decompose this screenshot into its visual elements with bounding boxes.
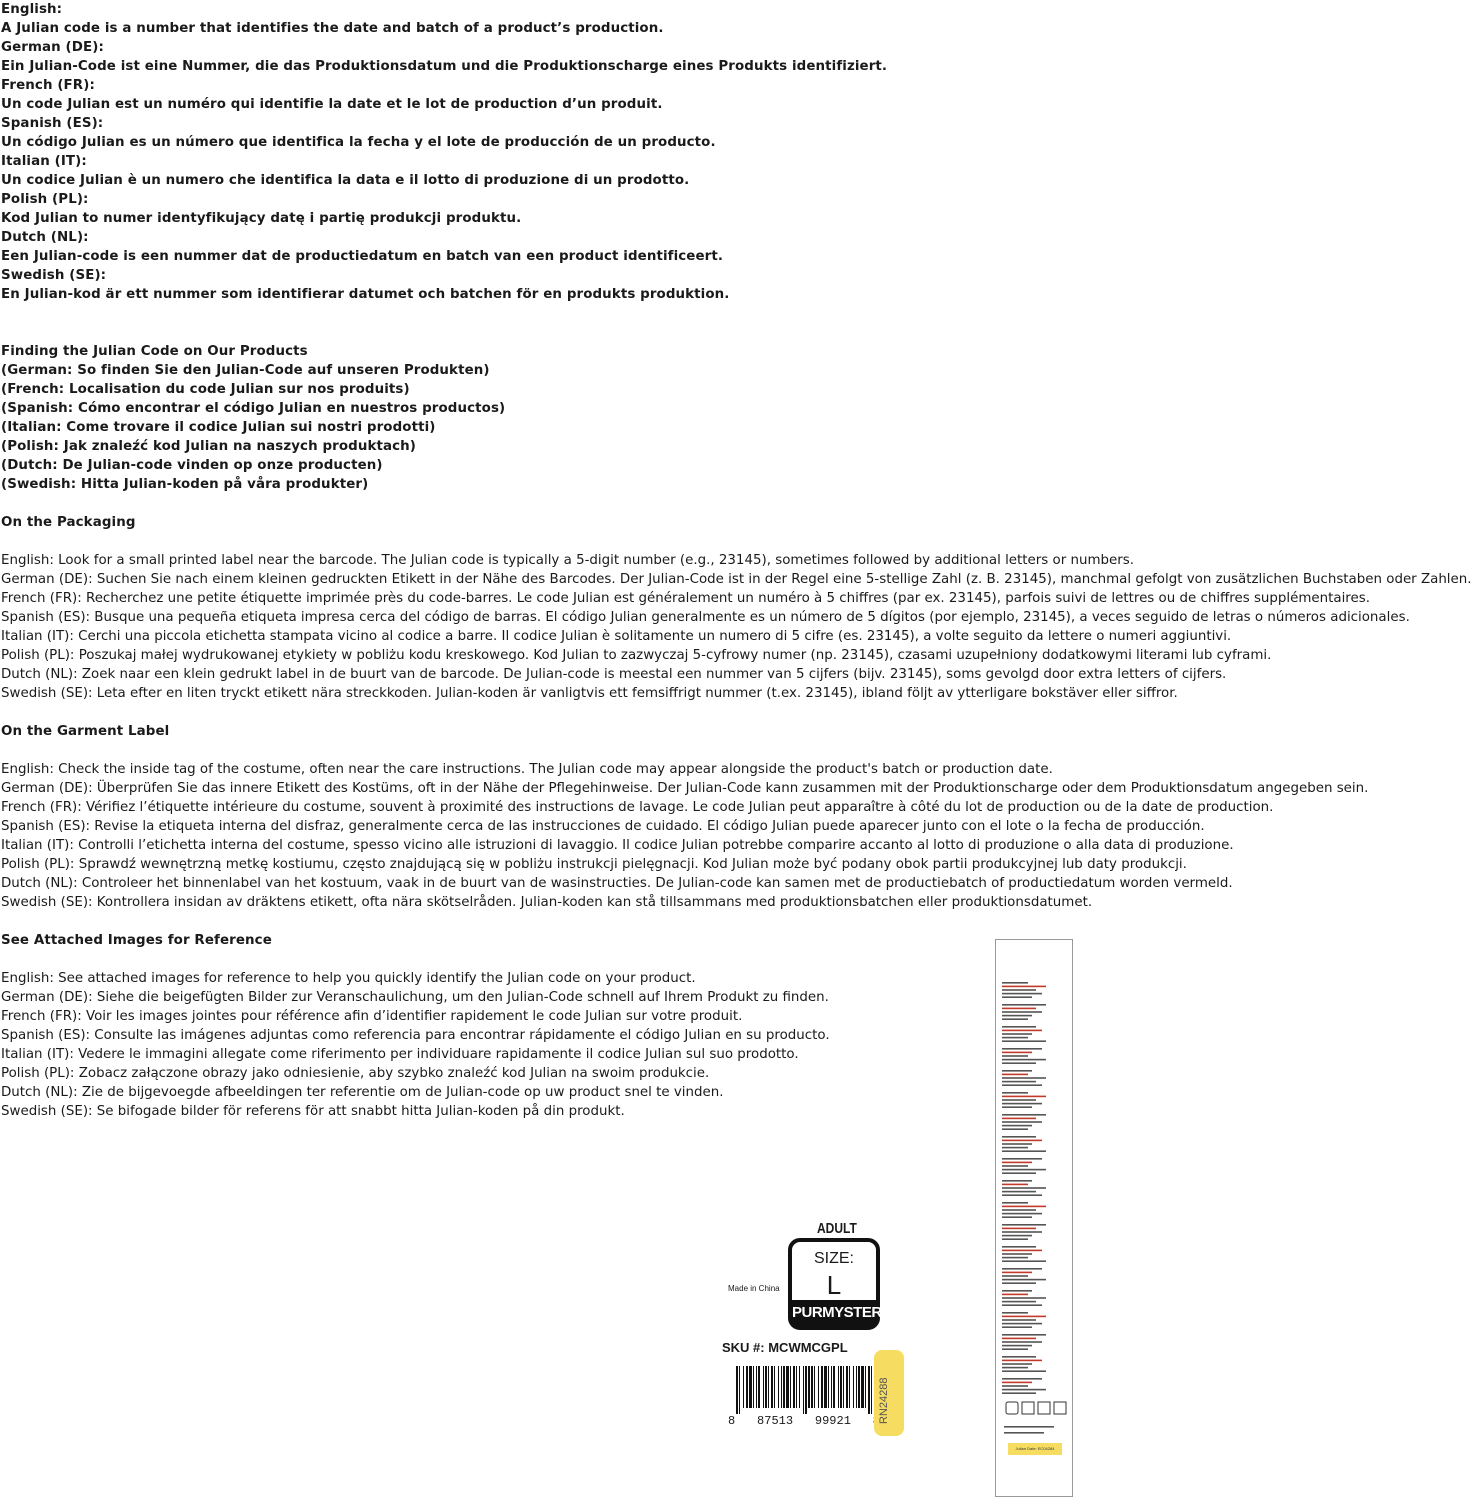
finding-section (1, 342, 1413, 494)
reference-line: Polish (PL): Zobacz załączone obrazy jako odniesienie, aby szybko znaleźć kod Julian na swoim produkcie. (1, 1066, 710, 1081)
packaging-line: French (FR): Recherchez une petite étiquette imprimée près du code-barres. Le code Julian est généralement un numéro à 5 chiffres (par ex. 23145), parfois suivi de lettres ou de chiffres supplémentaires. (1, 591, 1370, 606)
reference-line: English: See attached images for reference to help you quickly identify the Julian code on your product. (1, 971, 696, 986)
care-label-text-icon (996, 940, 1072, 1496)
barcode-icon (736, 1366, 874, 1414)
finding-line: (French: Localisation du code Julian sur nos produits) (1, 382, 410, 397)
care-label-image (995, 939, 1073, 1497)
packaging-line: Polish (PL): Poszukaj małej wydrukowanej etykiety w pobliżu kodu kreskowego. Kod Julian to zazwyczaj 5-cyfrowy numer (np. 23145), czasami uzupełniony dodatkowymi literami lub cyframi. (1, 648, 1272, 663)
reference-line: German (DE): Siehe die beigefügten Bilder zur Veranschaulichung, um den Julian-Code schnell auf Ihrem Produkt zu finden. (1, 990, 829, 1005)
intro-text: Kod Julian to numer identyfikujący datę i partię produkcji produktu. (1, 211, 522, 226)
reference-line: Dutch (NL): Zie de bijgevoegde afbeeldingen ter referentie om de Julian-code op uw product snel te vinden. (1, 1085, 724, 1100)
sku-text: SKU #: MCWMCGPL (722, 1340, 848, 1355)
reference-line: Spanish (ES): Consulte las imágenes adjuntas como referencia para encontrar rápidamente el código Julian en su producto. (1, 1028, 830, 1043)
intro-heading: Swedish (SE): (1, 268, 107, 283)
finding-line: (Spanish: Cómo encontrar el código Julian en nuestros productos) (1, 401, 506, 416)
size-caption: SIZE: (813, 1250, 854, 1267)
barcode-digits: 99921 (814, 1414, 851, 1428)
intro-text: Un código Julian es un número que identifica la fecha y el lote de producción de un producto. (1, 135, 716, 150)
garment-line: English: Check the inside tag of the costume, often near the care instructions. The Julian code may appear alongside the product's batch or production date. (1, 762, 1053, 777)
product-label-image (722, 1218, 912, 1440)
section-title: On the Garment Label (1, 724, 170, 739)
rn-number: RN24288 (878, 1377, 890, 1424)
reference-line: French (FR): Voir les images jointes pour référence afin d’identifier rapidement le code Julian sur votre produit. (1, 1009, 743, 1024)
packaging-line: German (DE): Suchen Sie nach einem kleinen gedruckten Etikett in der Nähe des Barcodes. Der Julian-Code ist in der Regel eine 5-stellige Zahl (z. B. 23145), manchmal gefolgt von zusätzlichen Buchstaben oder Zahlen. (1, 572, 1472, 587)
size-value: L (826, 1270, 842, 1300)
barcode-number (728, 1414, 880, 1428)
reference-line: Swedish (SE): Se bifogade bilder för referens för att snabbt hitta Julian-koden på din produkt. (1, 1104, 625, 1119)
garment-line: Swedish (SE): Kontrollera insidan av dräktens etikett, ofta nära skötselråden. Julian-koden kan stå tillsammans med produktionsbatchen eller produktionsdatumet. (1, 895, 1093, 910)
finding-line: (Italian: Come trovare il codice Julian sui nostri prodotti) (1, 420, 436, 435)
rn-highlight (874, 1350, 904, 1436)
intro-heading: English: (1, 2, 63, 17)
intro-heading: Spanish (ES): (1, 116, 104, 131)
adult-text: ADULT (817, 1220, 857, 1237)
intro-text: Een Julian-code is een nummer dat de productiedatum en batch van een product identificeert. (1, 249, 724, 264)
intro-heading: Polish (PL): (1, 192, 89, 207)
made-in-text: Made in China (728, 1284, 780, 1293)
intro-text: A Julian code is a number that identifies the date and batch of a product’s production. (1, 21, 664, 36)
intro-section (1, 0, 1413, 304)
intro-text: En Julian-kod är ett nummer som identifierar datumet och batchen för en produkts produktion. (1, 287, 730, 302)
packaging-section (1, 513, 1472, 703)
packaging-line: English: Look for a small printed label near the barcode. The Julian code is typically a 5-digit number (e.g., 23145), sometimes followed by additional letters or numbers. (1, 553, 1134, 568)
finding-line: (Swedish: Hitta Julian-koden på våra produkter) (1, 477, 369, 492)
intro-heading: Dutch (NL): (1, 230, 89, 245)
garment-line: French (FR): Vérifiez l’étiquette intérieure du costume, souvent à proximité des instructions de lavage. Le code Julian peut apparaître à côté du lot de production ou de la date de production. (1, 800, 1274, 815)
document (1, 0, 1472, 1121)
garment-line: Polish (PL): Sprawdź wewnętrzną metkę kostiumu, często znajdującą się w pobliżu instrukcji pielęgnacji. Kod Julian może być podany obok partii produkcyjnej lub daty produkcji. (1, 857, 1187, 872)
intro-text: Un codice Julian è un numero che identifica la data e il lotto di produzione di un prodotto. (1, 173, 690, 188)
intro-heading: German (DE): (1, 40, 104, 55)
intro-heading: French (FR): (1, 78, 95, 93)
size-box (788, 1238, 891, 1330)
packaging-line: Italian (IT): Cerchi una piccola etichetta stampata vicino al codice a barre. Il codice Julian è solitamente un numero di 5 cifre (es. 23145), a volte seguito da lettere o numeri aggiuntivi. (1, 629, 1232, 644)
julian-date-highlight: Julian Date: EC04284 (1008, 1443, 1062, 1455)
intro-heading: Italian (IT): (1, 154, 87, 169)
packaging-line: Spanish (ES): Busque una pequeña etiqueta impresa cerca del código de barras. El código Julian generalmente es un número de 5 dígitos (por ejemplo, 23145), a veces seguido de letras o números adicionales. (1, 610, 1410, 625)
finding-line: (Dutch: De Julian-code vinden op onze producten) (1, 458, 383, 473)
barcode-digits: 8 (728, 1414, 736, 1428)
intro-text: Ein Julian-Code ist eine Nummer, die das Produktionsdatum und die Produktionscharge eines Produkts identifiziert. (1, 59, 888, 74)
section-title: Finding the Julian Code on Our Products (1, 344, 308, 359)
section-title: On the Packaging (1, 515, 136, 530)
packaging-line: Dutch (NL): Zoek naar een klein gedrukt label in de buurt van de barcode. De Julian-code is meestal een nummer van 5 cijfers (bijv. 23145), soms gevolgd door extra letters of cijfers. (1, 667, 1227, 682)
garment-line: Spanish (ES): Revise la etiqueta interna del disfraz, generalmente cerca de las instrucciones de cuidado. El código Julian puede aparecer junto con el lote o la fecha de producción. (1, 819, 1205, 834)
garment-line: Dutch (NL): Controleer het binnenlabel van het kostuum, vaak in de buurt van de wasinstructies. De Julian-code kan samen met de productiebatch of productiedatum worden vermeld. (1, 876, 1233, 891)
finding-line: (German: So finden Sie den Julian-Code auf unseren Produkten) (1, 363, 490, 378)
intro-text: Un code Julian est un numéro qui identifie la date et le lot de production d’un produit. (1, 97, 663, 112)
reference-line: Italian (IT): Vedere le immagini allegate come riferimento per individuare rapidamente il codice Julian sul suo prodotto. (1, 1047, 799, 1062)
section-title: See Attached Images for Reference (1, 933, 272, 948)
reference-section (1, 931, 1413, 1121)
finding-line: (Polish: Jak znaleźć kod Julian na naszych produktach) (1, 439, 417, 454)
garment-line: Italian (IT): Controlli l’etichetta interna del costume, spesso vicino alle istruzioni di lavaggio. Il codice Julian potrebbe comparire accanto al lotto di produzione o alla data di produzione. (1, 838, 1234, 853)
packaging-line: Swedish (SE): Leta efter en liten tryckt etikett nära streckkoden. Julian-koden är vanligtvis ett femsiffrigt nummer (t.ex. 23145), ibland följt av ytterligare bokstäver eller siffror. (1, 686, 1178, 701)
barcode-digits: 87513 (757, 1414, 794, 1428)
garment-section (1, 722, 1413, 912)
garment-line: German (DE): Überprüfen Sie das innere Etikett des Kostüms, oft in der Nähe der Pflegehinweise. Der Julian-Code kann zusammen mit der Produktionscharge oder dem Produktionsdatum angegeben sein. (1, 781, 1369, 796)
brand-name: PURMYSTERY (792, 1300, 876, 1326)
